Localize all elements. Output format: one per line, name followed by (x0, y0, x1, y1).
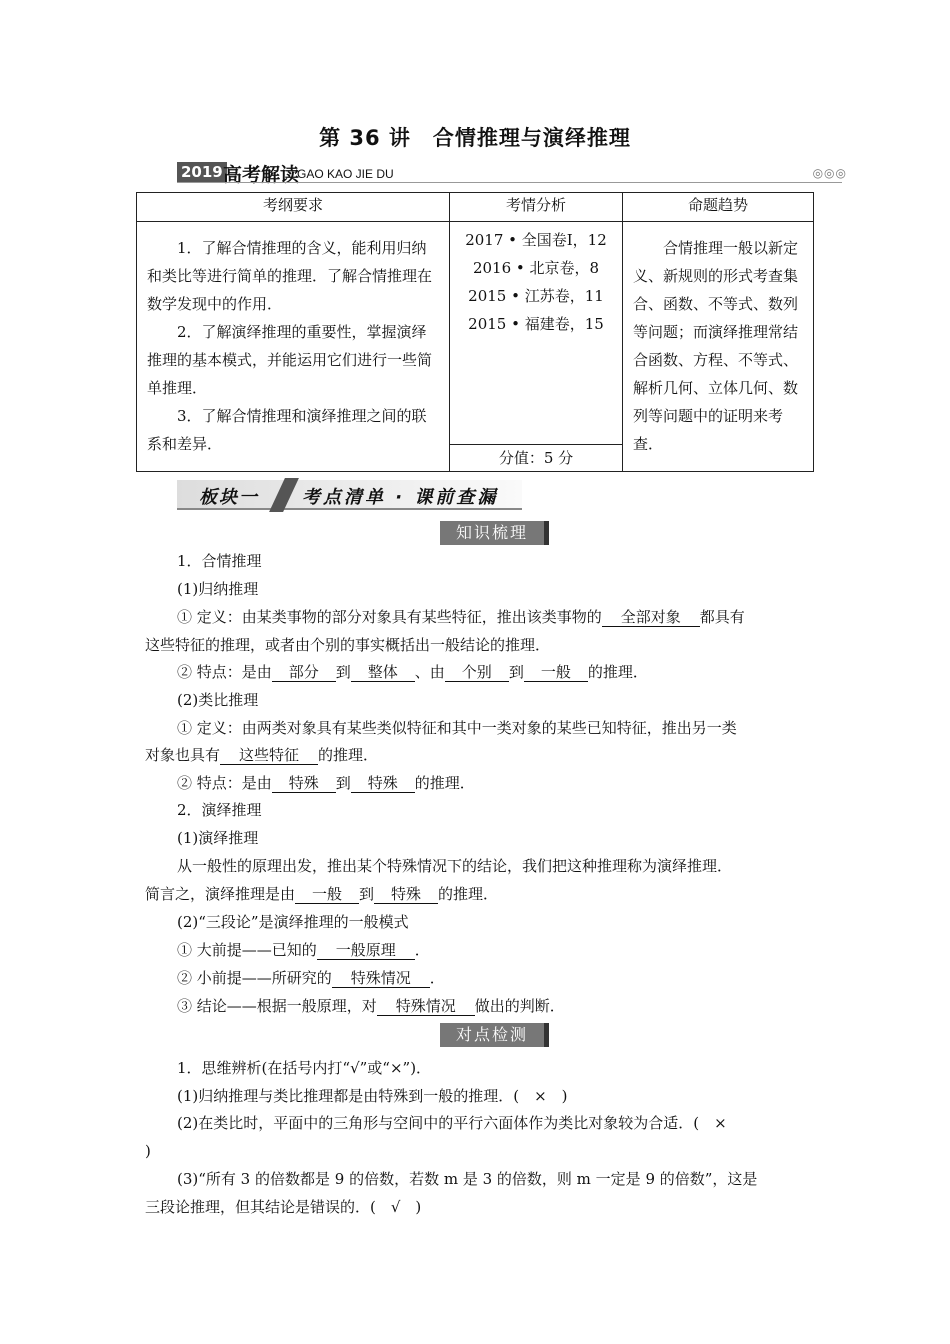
answer-blank: 特殊情况 (377, 997, 475, 1016)
answer-blank: 个别 (445, 663, 509, 682)
conclusion-line (177, 996, 807, 1016)
table-body-row (137, 222, 814, 472)
text: 到 (359, 885, 375, 903)
requirement-item: 2．了解演绎推理的重要性，掌握演绎推理的基本模式，并能运用它们进行一些简单推理． (147, 323, 433, 397)
answer-blank: 特殊 (351, 774, 415, 793)
text: 的推理． (587, 663, 648, 681)
text: 的推理． (318, 746, 379, 764)
text: 的推理． (414, 774, 475, 792)
banner-divider (177, 182, 842, 183)
heading-1-2: (2)类比推理 (177, 691, 259, 709)
text: ① 定义：由某类事物的部分对象具有某些特征，推出该类事物的 (177, 608, 602, 626)
definition-line-cont: 这些特征的推理，或者由个别的事实概括出一般结论的推理． (145, 636, 551, 654)
major-premise-line (177, 940, 807, 960)
text: ． (414, 941, 430, 959)
trend-cell: 合情推理一般以新定义、新规则的形式考查集合、函数、不等式、数列等问题；而演绎推理常结合函数、方程、不等式、解析几何、立体几何、数列等问题中的证明来考查． (623, 222, 814, 472)
answer-blank: 一般 (524, 663, 588, 682)
answer-blank: 特殊 (374, 885, 438, 904)
header-trend: 命题趋势 (623, 193, 814, 222)
heading-2: 2．演绎推理 (177, 801, 262, 819)
minor-premise-line (177, 968, 807, 988)
text: 都具有 (699, 608, 745, 626)
text: ② 特点：是由 (177, 774, 272, 792)
text: ② 特点：是由 (177, 663, 272, 681)
answer-blank: 一般 (295, 885, 359, 904)
text: ． (429, 969, 445, 987)
definition-line-cont (145, 745, 810, 765)
statement-2-cont: ) (145, 1142, 151, 1160)
text: 到 (335, 663, 351, 681)
text: 简言之，演绎推理是由 (145, 885, 296, 903)
analysis-item: 2016 • 北京卷，8 (472, 259, 600, 277)
question-heading: 1．思维辨析(在括号内打“√”或“×”)． (177, 1059, 432, 1077)
analysis-item: 2015 • 福建卷，15 (468, 315, 604, 333)
text: 的推理． (438, 885, 499, 903)
definition-line (177, 607, 807, 627)
definition-line: ① 定义：由两类对象具有某些类似特征和其中一类对象的某些已知特征，推出另一类 (177, 719, 737, 737)
answer-blank: 特殊 (272, 774, 336, 793)
statement-2: (2)在类比时，平面中的三角形与空间中的平行六面体作为类比对象较为合适．( × (177, 1114, 727, 1132)
score-value: 分值：5 分 (498, 449, 574, 467)
section-header (177, 480, 527, 510)
deduction-line: 从一般性的原理出发，推出某个特殊情况下的结论，我们把这种推理称为演绎推理． (177, 857, 733, 875)
requirement-item: 3．了解合情推理和演绎推理之间的联系和差异． (147, 407, 427, 453)
text: ① 大前提——已知的 (177, 941, 317, 959)
heading-2-1: (1)演绎推理 (177, 829, 259, 847)
subhead-check: 对点检测 (440, 1023, 549, 1047)
header-requirements: 考纲要求 (137, 193, 450, 222)
answer-blank: 一般原理 (317, 941, 415, 960)
heading-2-2: (2)“三段论”是演绎推理的一般模式 (177, 913, 409, 931)
requirements-cell (137, 222, 450, 472)
statement-3-cont: 三段论推理，但其结论是错误的．( √ ) (145, 1198, 422, 1216)
exam-interpretation-banner (177, 160, 847, 184)
text: 到 (335, 774, 351, 792)
analysis-item: 2017 • 全国卷Ⅰ，12 (465, 231, 607, 249)
analysis-item: 2015 • 江苏卷，11 (468, 287, 604, 305)
header-analysis: 考情分析 (450, 193, 623, 222)
text: 到 (508, 663, 524, 681)
banner-dots-icon: ◎◎◎ (812, 166, 847, 180)
feature-line (177, 662, 807, 682)
analysis-list (450, 222, 622, 445)
table-header-row (137, 193, 814, 222)
section-part: 板块一 (199, 487, 259, 508)
text: ③ 结论——根据一般原理，对 (177, 997, 377, 1015)
banner-label: 高考解读 (223, 164, 300, 186)
deduction-line-cont (145, 884, 810, 904)
requirement-item: 1．了解合情推理的含义，能利用归纳和类比等进行简单的推理．了解合情推理在数学发现中的作用． (147, 239, 433, 313)
banner-english: GAO KAO JIE DU (297, 167, 394, 181)
section-name: 考点清单 · 课前查漏 (302, 487, 499, 508)
analysis-cell (450, 222, 623, 472)
answer-blank: 这些特征 (220, 746, 318, 765)
statement-1: (1)归纳推理与类比推理都是由特殊到一般的推理．( × ) (177, 1087, 568, 1105)
heading-1-1: (1)归纳推理 (177, 580, 259, 598)
text: 对象也具有 (145, 746, 221, 764)
feature-line (177, 773, 807, 793)
answer-blank: 部分 (272, 663, 336, 682)
statement-3: (3)“所有 3 的倍数都是 9 的倍数，若数 m 是 3 的倍数，则 m 一定是 9 的倍数”，这是 (177, 1170, 758, 1188)
text: 做出的判断． (474, 997, 565, 1015)
answer-blank: 整体 (351, 663, 415, 682)
banner-year: 2019 (177, 162, 227, 182)
text: ② 小前提——所研究的 (177, 969, 332, 987)
answer-blank: 特殊情况 (332, 969, 430, 988)
subhead-knowledge: 知识梳理 (440, 521, 549, 545)
page-title: 第 36 讲 合情推理与演绎推理 (319, 126, 631, 150)
heading-1: 1．合情推理 (177, 552, 262, 570)
syllabus-table (136, 192, 814, 472)
answer-blank: 全部对象 (602, 608, 700, 627)
text: 、由 (414, 663, 445, 681)
